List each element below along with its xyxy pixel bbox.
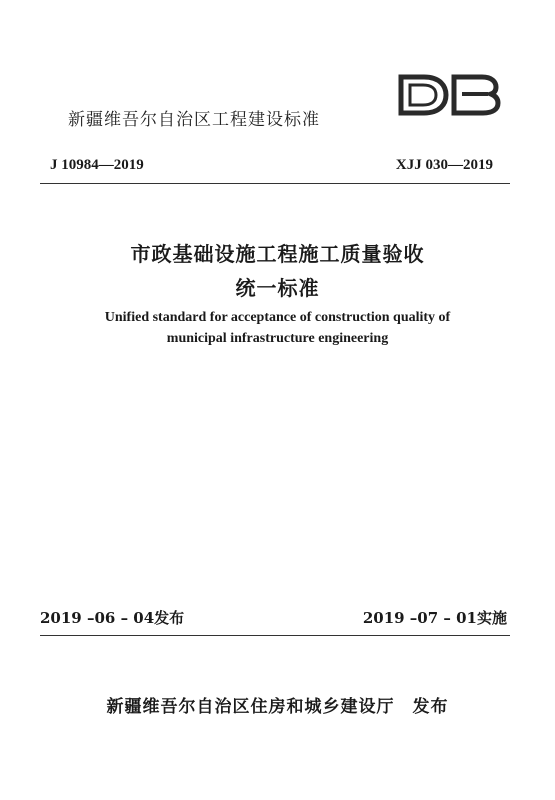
record-number: J 10984—2019: [50, 157, 144, 173]
db-logo: [398, 74, 502, 116]
title-en-line2: municipal infrastructure engineering: [166, 331, 389, 346]
bottom-rule: [40, 635, 510, 636]
implementation-date: 2019 –07 – 01实施: [362, 609, 507, 627]
title-en-line1: Unified standard for acceptance of construction quality of: [104, 310, 451, 325]
issue-date: 2019 –06 – 04发布: [40, 609, 185, 627]
title-cn-line2: 统一标准: [235, 276, 320, 300]
standard-number: XJJ 030—2019: [395, 157, 493, 173]
title-cn-line1: 市政基础设施工程施工质量验收: [130, 242, 425, 266]
publisher: 新疆维吾尔自治区住房和城乡建设厅 发布: [106, 697, 449, 717]
top-rule: [40, 183, 510, 184]
header-issuer-title: 新疆维吾尔自治区工程建设标准: [68, 110, 320, 130]
